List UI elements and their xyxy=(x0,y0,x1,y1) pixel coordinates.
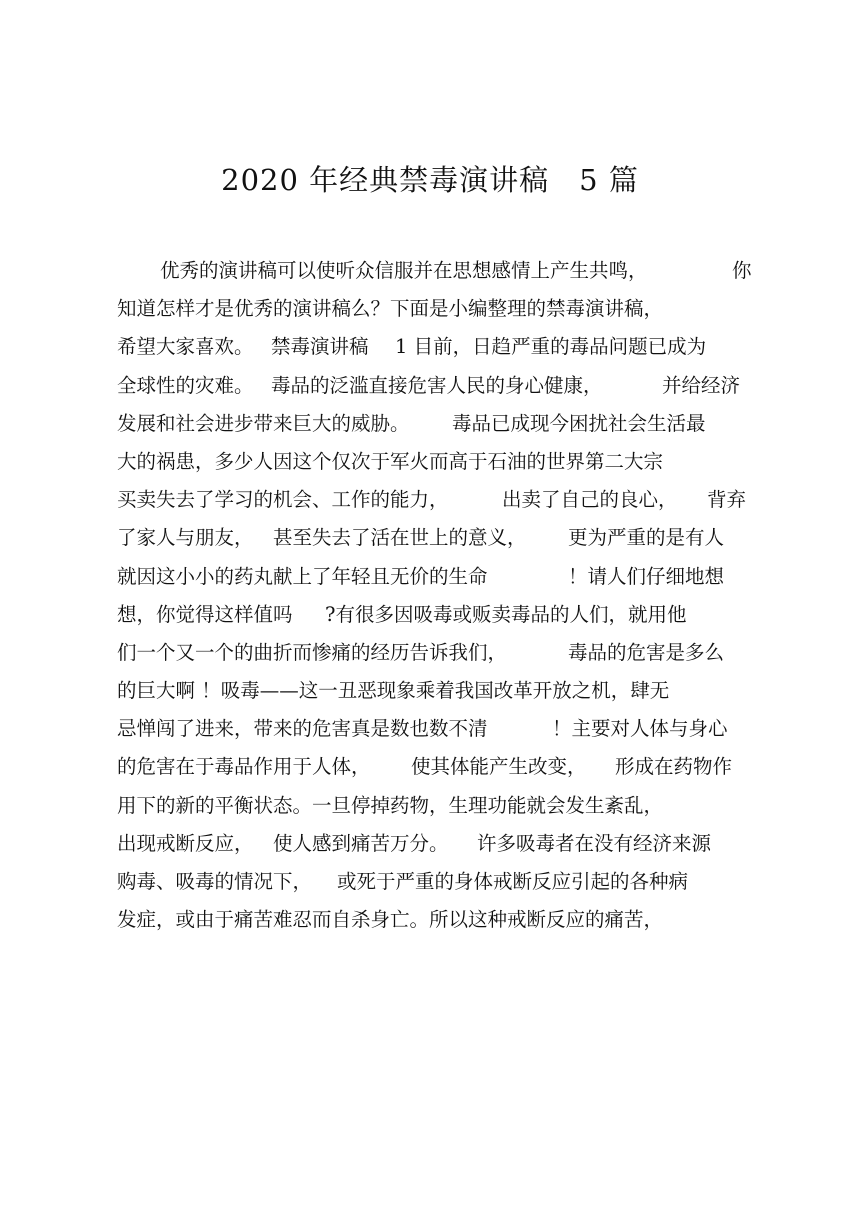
text-segment: 禁毒演讲稿 xyxy=(271,335,369,359)
text-segment: 并给经济 xyxy=(662,373,741,397)
text-segment: 使其体能产生改变， xyxy=(411,755,587,779)
text-segment: 希望大家喜欢。 xyxy=(117,335,254,359)
text-line-8 xyxy=(117,519,757,557)
text-segment: 甚至失去了活在世上的意义， xyxy=(273,526,527,550)
text-line-15 xyxy=(117,787,757,825)
text-line-9 xyxy=(117,558,757,596)
title-count: 5 篇 xyxy=(579,163,639,197)
text-segment: 买卖失去了学习的机会、工作的能力， xyxy=(117,488,449,512)
text-line-1 xyxy=(117,252,757,290)
text-segment: 或死于严重的身体戒断反应引起的各种病 xyxy=(337,870,689,893)
text-segment: 毒品的危害是多么 xyxy=(568,640,725,664)
text-line-5 xyxy=(117,405,757,443)
text-line-12 xyxy=(117,672,757,710)
text-segment: 用下的新的平衡状态。一旦停掉药物，生理功能就会发生紊乱， xyxy=(117,793,664,817)
text-line-16 xyxy=(117,825,757,863)
text-segment: 们一个又一个的曲折而惨痛的经历告诉我们， xyxy=(117,640,508,664)
text-line-17 xyxy=(117,863,757,901)
text-line-18 xyxy=(117,901,757,939)
text-line-6 xyxy=(117,443,757,481)
text-segment: 发展和社会进步带来巨大的威胁。 xyxy=(117,411,410,435)
text-segment: 出现戒断反应， xyxy=(117,831,254,855)
text-segment: ?有很多因吸毒或贩卖毒品的人们，就用他 xyxy=(325,602,687,626)
text-segment: 就因这小小的药丸献上了年轻且无价的生命 xyxy=(117,564,488,588)
text-segment: ！请人们仔细地想 xyxy=(568,564,725,588)
text-line-10 xyxy=(117,596,757,634)
text-segment: 的巨大啊 ！吸毒——这一丑恶现象乘着我国改革开放之机，肆无 xyxy=(117,679,670,703)
text-segment: 1 目前，日趋严重的毒品问题已成为 xyxy=(395,335,707,359)
text-segment: 优秀的演讲稿可以使听众信服并在思想感情上产生共鸣， xyxy=(160,259,648,282)
text-line-11 xyxy=(117,634,757,672)
text-segment: ！主要对人体与身心 xyxy=(552,717,728,741)
text-segment: 更为严重的是有人 xyxy=(568,526,725,550)
text-line-4 xyxy=(117,367,757,405)
text-line-2 xyxy=(117,290,757,328)
text-segment: 出卖了自己的良心， xyxy=(502,488,678,512)
text-segment: 背弃 xyxy=(707,488,747,512)
text-segment: 使人感到痛苦万分。 xyxy=(273,831,449,855)
text-segment: 了家人与朋友， xyxy=(117,526,254,550)
text-segment: 你 xyxy=(732,259,752,282)
text-segment: 毒品已成现今困扰社会生活最 xyxy=(452,411,706,435)
text-line-3 xyxy=(117,328,757,366)
text-line-7 xyxy=(117,481,757,519)
title-main: 2020 年经典禁毒演讲稿 xyxy=(221,163,550,197)
text-segment: 许多吸毒者在没有经济来源 xyxy=(477,831,712,855)
text-segment: 全球性的灾难。 xyxy=(117,373,254,397)
text-segment: 忌惮闯了进来，带来的危害真是数也数不清 xyxy=(117,717,488,741)
text-segment: 知道怎样才是优秀的演讲稿么？下面是小编整理的禁毒演讲稿， xyxy=(117,297,664,321)
text-line-14 xyxy=(117,748,757,786)
text-segment: 毒品的泛滥直接危害人民的身心健康， xyxy=(271,373,603,397)
text-segment: 购毒、吸毒的情况下， xyxy=(117,870,313,893)
text-segment: 的危害在于毒品作用于人体， xyxy=(117,755,371,779)
text-segment: 形成在药物作 xyxy=(615,755,733,779)
body-text xyxy=(117,252,757,939)
page-title xyxy=(0,160,860,200)
text-segment: 大的祸患，多少人因这个仅次于军火而高于石油的世界第二大宗 xyxy=(117,449,664,473)
text-line-13 xyxy=(117,710,757,748)
text-segment: 发症，或由于痛苦难忍而自杀身亡。所以这种戒断反应的痛苦， xyxy=(117,908,664,932)
text-segment: 想，你觉得这样值吗 xyxy=(117,602,293,626)
